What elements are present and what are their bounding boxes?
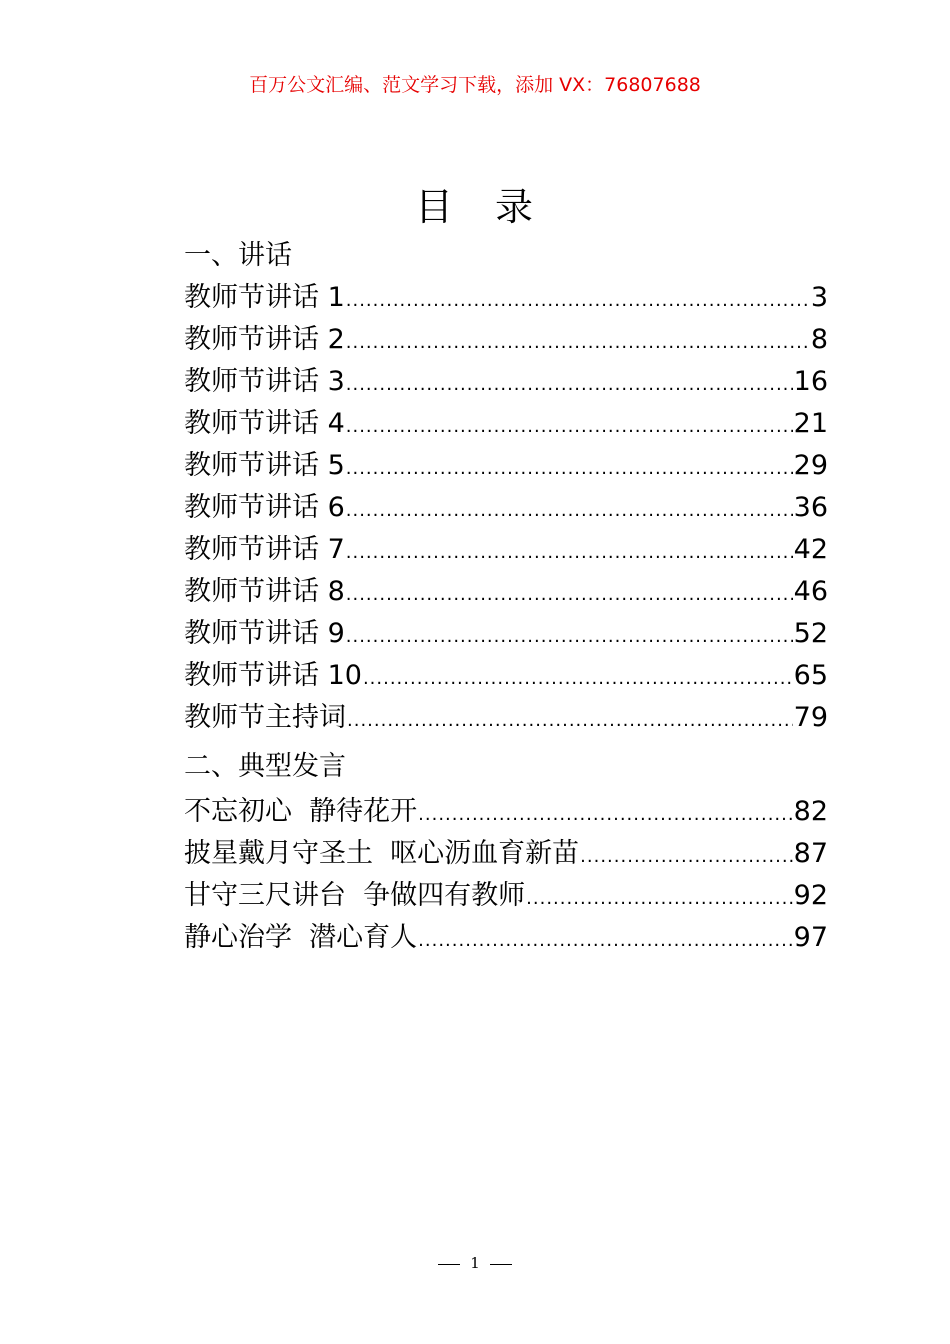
page-footer bbox=[0, 1252, 950, 1274]
entry-title: 教师节讲话 4 bbox=[184, 408, 345, 439]
entry-page-number: 52 bbox=[793, 618, 828, 649]
dot-leader bbox=[346, 574, 793, 616]
section-heading-speeches: 一、讲话 bbox=[184, 240, 292, 271]
dot-leader bbox=[526, 878, 792, 920]
entry-title: 教师节讲话 8 bbox=[184, 576, 345, 607]
entry-title: 不忘初心 静待花开 bbox=[184, 796, 418, 827]
entry-title: 教师节讲话 5 bbox=[184, 450, 345, 481]
entry-title: 教师节讲话 3 bbox=[184, 366, 345, 397]
entry-title: 教师节讲话 1 bbox=[184, 282, 345, 313]
entry-page-number: 79 bbox=[793, 702, 828, 733]
entry-page-number: 97 bbox=[793, 922, 828, 953]
entry-page-number: 3 bbox=[810, 282, 828, 313]
dot-leader bbox=[418, 920, 792, 962]
entry-page-number: 36 bbox=[793, 492, 828, 523]
dot-leader bbox=[346, 280, 810, 322]
entry-page-number: 65 bbox=[793, 660, 828, 691]
toc-entry[interactable] bbox=[184, 277, 828, 319]
dot-leader bbox=[346, 448, 793, 490]
toc-entry[interactable] bbox=[184, 791, 828, 833]
page-title: 目 录 bbox=[414, 185, 535, 229]
entry-title: 教师节讲话 10 bbox=[184, 660, 362, 691]
footer-dash-right bbox=[490, 1264, 512, 1265]
section-heading-typical-speeches: 二、典型发言 bbox=[184, 751, 346, 782]
entry-page-number: 82 bbox=[793, 796, 828, 827]
entry-page-number: 21 bbox=[793, 408, 828, 439]
entry-page-number: 46 bbox=[793, 576, 828, 607]
toc-entry[interactable] bbox=[184, 875, 828, 917]
toc-entry[interactable] bbox=[184, 571, 828, 613]
toc-entry[interactable] bbox=[184, 403, 828, 445]
toc-entry[interactable] bbox=[184, 697, 828, 739]
table-of-contents bbox=[184, 236, 828, 959]
dot-leader bbox=[346, 532, 793, 574]
dot-leader bbox=[347, 700, 793, 742]
entry-page-number: 8 bbox=[810, 324, 828, 355]
dot-leader bbox=[418, 794, 792, 836]
toc-entry[interactable] bbox=[184, 361, 828, 403]
dot-leader bbox=[346, 406, 793, 448]
toc-entry[interactable] bbox=[184, 613, 828, 655]
toc-entry[interactable] bbox=[184, 917, 828, 959]
entry-title: 教师节讲话 2 bbox=[184, 324, 345, 355]
entry-page-number: 16 bbox=[793, 366, 828, 397]
dot-leader bbox=[346, 490, 793, 532]
dot-leader bbox=[346, 364, 793, 406]
toc-entry[interactable] bbox=[184, 529, 828, 571]
entry-title: 教师节讲话 9 bbox=[184, 618, 345, 649]
toc-entry[interactable] bbox=[184, 655, 828, 697]
dot-leader bbox=[363, 658, 793, 700]
dot-leader bbox=[580, 836, 792, 878]
footer-dash-left bbox=[438, 1264, 460, 1265]
toc-entry[interactable] bbox=[184, 319, 828, 361]
entry-page-number: 29 bbox=[793, 450, 828, 481]
dot-leader bbox=[346, 616, 793, 658]
dot-leader bbox=[346, 322, 810, 364]
toc-entry[interactable] bbox=[184, 833, 828, 875]
entry-title: 教师节讲话 7 bbox=[184, 534, 345, 565]
entry-page-number: 92 bbox=[793, 880, 828, 911]
toc-entry[interactable] bbox=[184, 487, 828, 529]
entry-title: 披星戴月守圣土 呕心沥血育新苗 bbox=[184, 838, 580, 869]
toc-entry[interactable] bbox=[184, 445, 828, 487]
entry-page-number: 87 bbox=[793, 838, 828, 869]
footer-page-number: 1 bbox=[470, 1254, 480, 1272]
entry-title: 教师节讲话 6 bbox=[184, 492, 345, 523]
entry-title: 甘守三尺讲台 争做四有教师 bbox=[184, 880, 526, 911]
header-note: 百万公文汇编、范文学习下载，添加 VX：76807688 bbox=[249, 74, 701, 96]
entry-title: 教师节主持词 bbox=[184, 702, 346, 733]
entry-page-number: 42 bbox=[793, 534, 828, 565]
entry-title: 静心治学 潜心育人 bbox=[184, 922, 418, 953]
